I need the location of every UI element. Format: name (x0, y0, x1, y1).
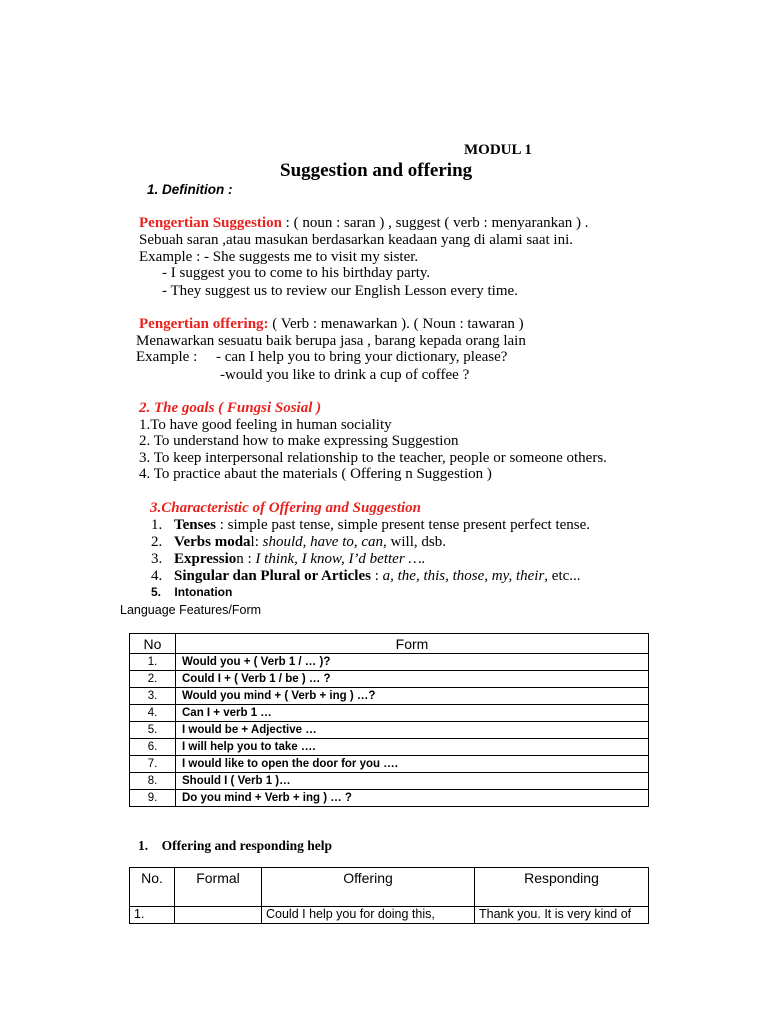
row-number: 5. (130, 722, 176, 739)
item-number: 4. (151, 568, 163, 584)
offering-section-heading: 1. Offering and responding help (138, 838, 333, 853)
offering-meaning: Menawarkan sesuatu baik berupa jasa , barang kepada orang lain (136, 333, 526, 349)
page-title: Suggestion and offering (280, 160, 473, 181)
table-row (130, 907, 649, 924)
suggestion-label: Pengertian Suggestion (139, 215, 282, 231)
characteristic-item (151, 585, 232, 599)
row-number: 8. (130, 773, 176, 790)
item-examples: should, have to, can, (262, 534, 387, 550)
row-form: Could I + ( Verb 1 / be ) … ? (176, 671, 649, 688)
item-text: n : (236, 551, 256, 567)
suggestion-example-2: - I suggest you to come to his birthday party. (162, 265, 431, 281)
suggestion-example-3: - They suggest us to review our English Lesson every time. (162, 283, 518, 299)
row-number: 9. (130, 790, 176, 807)
column-header-no: No. (130, 868, 175, 907)
goal-item: 4. To practice abaut the materials ( Offering n Suggestion ) (139, 466, 492, 482)
item-term: Expressio (174, 551, 237, 567)
modul-label: MODUL 1 (464, 142, 532, 158)
offering-table (129, 867, 649, 924)
table-row (130, 671, 649, 688)
row-form: Should I ( Verb 1 )… (176, 773, 649, 790)
item-term: Intonation (174, 585, 233, 599)
goals-heading: 2. The goals ( Fungsi Sosial ) (139, 400, 322, 416)
table-row (130, 756, 649, 773)
row-form: I would like to open the door for you …. (176, 756, 649, 773)
item-tail: , etc... (544, 568, 581, 584)
offering-definition (139, 316, 524, 333)
row-form: I will help you to take …. (176, 739, 649, 756)
table-row (130, 654, 649, 671)
language-features-label: Language Features/Form (120, 603, 262, 617)
column-header-no: No (130, 634, 176, 654)
item-number: 5. (151, 585, 162, 599)
characteristic-item (151, 534, 446, 551)
table-header-row (130, 868, 649, 907)
table-row (130, 688, 649, 705)
definition-heading: 1. Definition : (147, 182, 233, 197)
characteristic-item (151, 517, 590, 534)
characteristic-item (151, 551, 426, 568)
offering-label-rest: ( Verb : menawarkan ). ( Noun : tawaran ) (268, 316, 524, 332)
row-number: 1. (130, 907, 175, 924)
item-text: : simple past tense, simple present tense present perfect tense. (215, 517, 591, 533)
row-offering: Could I help you for doing this, (262, 907, 475, 924)
item-term: Tenses (174, 517, 216, 533)
item-term: Singular dan Plural or Articles (174, 568, 371, 584)
item-examples: I think, I know, I’d better …. (255, 551, 426, 567)
language-features-table (129, 633, 649, 807)
row-number: 4. (130, 705, 176, 722)
table-header-row (130, 634, 649, 654)
row-number: 7. (130, 756, 176, 773)
item-term: Verbs moda (174, 534, 251, 550)
column-header-form: Form (176, 634, 649, 654)
item-number: 2. (151, 534, 163, 550)
offering-label: Pengertian offering: (139, 316, 269, 332)
row-form: Do you mind + Verb + ing ) … ? (176, 790, 649, 807)
table-row (130, 722, 649, 739)
goal-item: 3. To keep interpersonal relationship to the teacher, people or someone others. (139, 450, 607, 466)
row-form: I would be + Adjective … (176, 722, 649, 739)
item-number: 3. (151, 551, 163, 567)
row-form: Can I + verb 1 … (176, 705, 649, 722)
item-number: 1. (151, 517, 163, 533)
row-form: Would you + ( Verb 1 / … )? (176, 654, 649, 671)
goal-item: 1.To have good feeling in human sociality (139, 417, 392, 433)
table-row (130, 739, 649, 756)
item-tail: will, dsb. (386, 534, 446, 550)
row-number: 6. (130, 739, 176, 756)
table-row (130, 705, 649, 722)
characteristic-item (151, 568, 581, 585)
column-header-offering: Offering (262, 868, 475, 907)
column-header-responding: Responding (475, 868, 649, 907)
row-number: 3. (130, 688, 176, 705)
row-form: Would you mind + ( Verb + ing ) …? (176, 688, 649, 705)
table-row (130, 773, 649, 790)
column-header-formal: Formal (175, 868, 262, 907)
offering-example-2: -would you like to drink a cup of coffee ? (220, 367, 470, 383)
row-number: 2. (130, 671, 176, 688)
item-text: : (370, 568, 383, 584)
suggestion-meaning: Sebuah saran ,atau masukan berdasarkan keadaan yang di alami saat ini. (139, 232, 573, 248)
table-row (130, 790, 649, 807)
offering-example-1: Example : - can I help you to bring your dictionary, please? (136, 349, 508, 365)
suggestion-example-1: Example : - She suggests me to visit my sister. (139, 249, 419, 265)
row-responding: Thank you. It is very kind of (475, 907, 649, 924)
row-formal (175, 907, 262, 924)
item-examples: a, the, this, those, my, their (382, 568, 545, 584)
characteristic-heading: 3.Characteristic of Offering and Suggestion (150, 500, 422, 516)
goal-item: 2. To understand how to make expressing Suggestion (139, 433, 459, 449)
suggestion-definition (139, 215, 589, 232)
row-number: 1. (130, 654, 176, 671)
suggestion-label-rest: : ( noun : saran ) , suggest ( verb : menyarankan ) . (281, 215, 589, 231)
item-text: l: (250, 534, 263, 550)
